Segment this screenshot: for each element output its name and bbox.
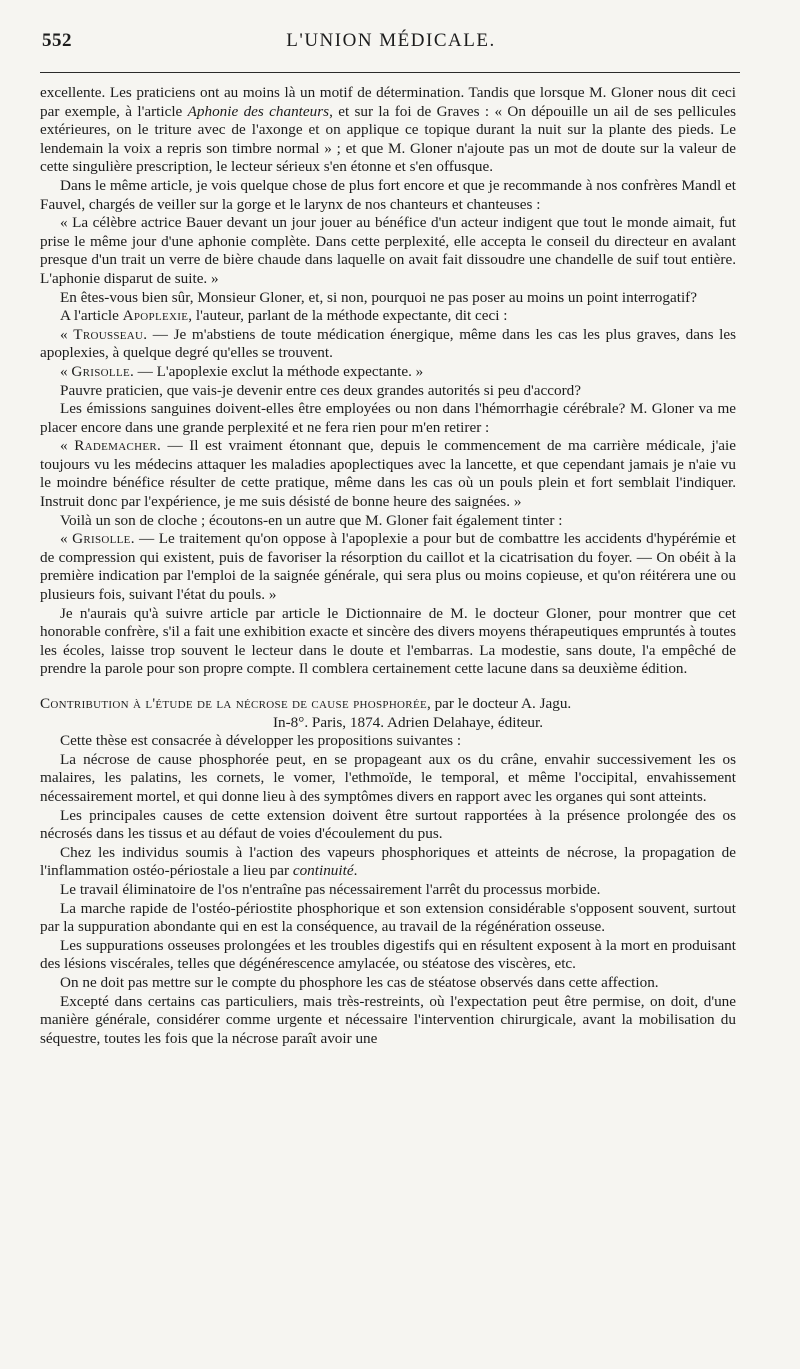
paragraph-p24 (40, 993, 736, 1049)
text-segment: « (60, 530, 73, 548)
text-segment: Le travail éliminatoire de l'os n'entraîne pas nécessairement l'arrêt du processus morbide. (60, 880, 601, 898)
text-segment: Cette thèse est consacrée à développer les propositions suivantes : (60, 732, 462, 750)
text-segment: continuité (292, 862, 354, 880)
header-rule (40, 72, 740, 73)
paragraph-p15 (40, 714, 736, 733)
paragraph-p23 (40, 974, 736, 993)
article-body (40, 84, 736, 1048)
text-segment: . — L'apoplexie exclut la méthode expectante. » (129, 362, 424, 380)
paragraph-p5 (40, 307, 736, 326)
text-segment: Rademacher (74, 437, 158, 455)
paragraph-p3 (40, 214, 736, 288)
paragraph-p13 (40, 605, 736, 679)
text-segment: Pauvre praticien, que vais-je devenir entre ces deux grandes autorités si peu d'accord? (60, 381, 582, 399)
text-segment: Apoplexie (122, 307, 189, 325)
text-segment: Les émissions sanguines doivent-elles être employées ou non dans l'hémorrhagie cérébrale? M. Gloner va me placer encore dans une grande perplexité et ne fera rien pour m'en retirer : (40, 400, 736, 436)
text-segment: En êtes-vous bien sûr, Monsieur Gloner, et, si non, pourquoi ne pas poser au moins un point interrogatif? (60, 288, 697, 306)
text-segment: Les principales causes de cette extension doivent être surtout rapportées à la présence prolongée des os nécrosés dans les tissus et au défaut de voies d'écoulement du pus. (40, 806, 736, 843)
text-segment: . — Le traitement qu'on oppose à l'apoplexie a pour but de combattre les accidents d'hypérémie et de compression qui existent, puis de favoriser la résorption du caillot et la cicatrisation du foyer. — On obéit à la première indication par l'emploi de la saignée générale, qui sera plus ou moins copieuse, et qu'on réitérera une ou plusieurs fois, suivant l'état du pouls. » (40, 530, 737, 604)
text-segment: excellente. Les praticiens ont au moins là un motif de détermination. Tandis que lorsque M. Gloner nous dit ceci par exemple, à l'article (40, 84, 736, 120)
text-segment: « (60, 362, 72, 380)
text-segment: Voilà un son de cloche ; écoutons-en un autre que M. Gloner fait également tinter : (60, 511, 563, 529)
text-segment: . — Je m'abstiens de toute médication énergique, même dans les cas les plus graves, dans les apoplexies, à quelque degré qu'elles se trouvent. (40, 325, 737, 362)
text-segment: In-8°. Paris, 1874. Adrien Delahaye, éditeur. (272, 713, 544, 731)
page-number: 552 (42, 30, 72, 51)
paragraph-p20 (40, 881, 736, 900)
paragraph-p12 (40, 530, 736, 604)
text-segment: La nécrose de cause phosphorée peut, en se propageant aux os du crâne, envahir successivement les os malaires, les palatins, les cornets, le vomer, l'ethmoïde, le temporal, et même l'occipital, envahissement nécessairement mortel, et qui donne lieu à des symptômes divers en rapport avec les organes qui sont atteints. (40, 750, 736, 805)
text-segment: Aphonie des chanteurs (187, 102, 330, 120)
text-segment: Chez les individus soumis à l'action des vapeurs phosphoriques et atteints de nécrose, la propagation de l'inflammation ostéo-périostale a lieu par (40, 843, 736, 880)
paragraph-p14 (40, 695, 736, 714)
paragraph-p17 (40, 751, 736, 807)
text-segment: Je n'aurais qu'à suivre article par article le Dictionnaire de M. le docteur Gloner, pour montrer que cet honorable confrère, s'il a fait une exhibition exacte et sincère des divers moyens thérapeutiques empruntés à toutes les écoles, laisse trop souvent le lecteur dans le doute et l'embarras. La modestie, sans doute, l'a empêché de prendre la parole pour son propre compte. Il comblera certainement cette lacune dans sa deuxième édition. (40, 604, 736, 678)
text-segment: Dans le même article, je vois quelque chose de plus fort encore et que je recommande à nos confrères Mandl et Fauvel, chargés de veiller sur la gorge et le larynx de nos chanteurs et chanteuses : (40, 176, 736, 213)
paragraph-p16 (40, 732, 736, 751)
text-segment: A l'article (60, 307, 123, 325)
paragraph-p18 (40, 807, 736, 844)
text-segment: On ne doit pas mettre sur le compte du phosphore les cas de stéatose observés dans cette affection. (60, 973, 659, 991)
text-segment: Grisolle (71, 362, 130, 380)
paragraph-p2 (40, 177, 736, 214)
text-segment: , par le docteur A. Jagu. (426, 695, 572, 712)
text-segment: La marche rapide de l'ostéo-périostite phosphorique et son extension considérable s'opposent souvent, surtout par la suppuration abondante qui en est la conséquence, au travail de la régénération osseuse. (40, 899, 736, 936)
text-segment: « La célèbre actrice Bauer devant un jour jouer au bénéfice d'un acteur indigent que tout le monde aimait, fut prise le même jour d'une aphonie complète. Dans cette perplexité, elle accepta le conseil du directeur en avalant presque d'un trait un verre de bière chaude dans laquelle on avait fait dissoudre une chandelle de suif tout entière. L'aphonie disparut de suite. » (40, 214, 736, 287)
page-header (42, 30, 740, 54)
text-segment: « (60, 325, 74, 343)
paragraph-p22 (40, 937, 736, 974)
paragraph-p19 (40, 844, 736, 881)
paragraph-p21 (40, 900, 736, 937)
text-segment: Excepté dans certains cas particuliers, mais très-restreints, où l'expectation peut être permise, on doit, d'une manière générale, considérer comme urgente et nécessaire l'intervention chirurgicale, avant la mobilisation du séquestre, toutes les fois que la nécrose paraît avoir une (40, 992, 736, 1047)
text-segment: Contribution à l'étude de la nécrose de cause phosphorée (40, 695, 427, 712)
paragraph-p8 (40, 382, 736, 401)
text-segment: . (353, 862, 358, 880)
running-title: L'UNION MÉDICALE. (286, 30, 496, 51)
paragraph-p7 (40, 363, 736, 382)
paragraph-p1 (40, 84, 736, 177)
text-segment: Grisolle (72, 530, 131, 548)
text-segment: « (60, 437, 75, 455)
paragraph-p9 (40, 400, 736, 437)
paragraph-p10 (40, 437, 736, 511)
text-segment: Trousseau (73, 325, 144, 343)
paragraph-p11 (40, 512, 736, 531)
paragraph-p6 (40, 326, 736, 363)
text-segment: , et sur la foi de Graves : « On dépouille un ail de ses pellicules extérieures, on le triture avec de l'axonge et on applique ce topique durant la nuit sur la plante des pieds. Le lendemain la voix a repris son timbre normal » ; et que M. Gloner n'ajoute pas un mot de doute sur la valeur de cette singulière prescription, le lecteur sérieux s'en étonne et s'en offusque. (40, 102, 736, 176)
text-segment: . — Il est vraiment étonnant que, depuis le commencement de ma carrière médicale, j'aie toujours vu les médecins attaquer les maladies apoplectiques avec la lancette, et que cependant jamais je n'aie vu le moindre bénéfice résulter de cette pratique, même dans les cas où un pouls plein et fort semblait l'indiquer. Instruit donc par l'expérience, je me suis désisté de bonne heure des saignées. » (40, 437, 737, 511)
text-segment: , l'auteur, parlant de la méthode expectante, dit ceci : (188, 307, 508, 325)
text-segment: Les suppurations osseuses prolongées et les troubles digestifs qui en résultent exposent à la mort en produisant des lésions viscérales, telles que dégénérescence amylacée, ou stéatose des viscères, etc. (40, 936, 736, 973)
paragraph-p4 (40, 289, 736, 308)
